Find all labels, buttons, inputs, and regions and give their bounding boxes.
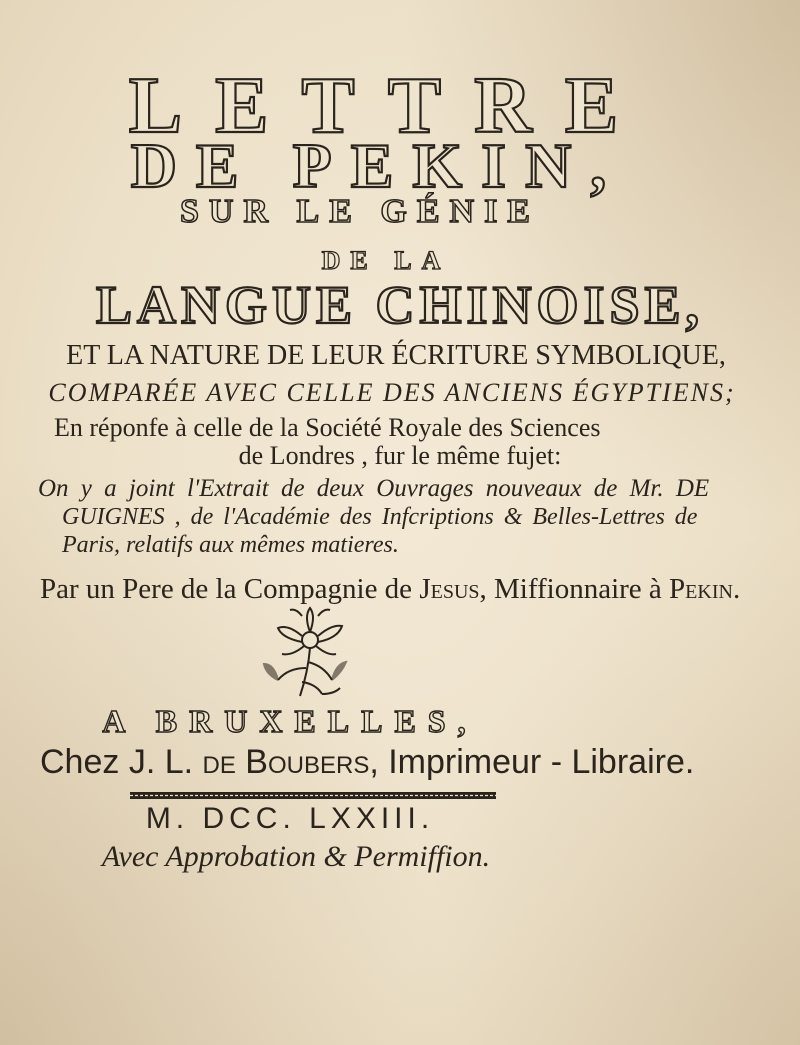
imprint-place: A BRUXELLES, (102, 703, 478, 739)
author-line (40, 575, 740, 603)
title-sur-le-genie: SUR LE GÉNIE (180, 193, 540, 230)
author-pekin: Pekin (669, 573, 733, 605)
decorative-rule (130, 792, 496, 799)
extract-line-3: Paris, relatifs aux mêmes matieres. (62, 532, 399, 558)
title-lettre: LETTRE (128, 62, 652, 150)
printer-pre: Chez J. L. (40, 743, 203, 781)
extract-line-1: On y a joint l'Extrait de deux Ouvrages nouveaux de Mr. DE (38, 475, 710, 502)
reply-line-2: de Londres , fur le même fujet: (238, 441, 562, 470)
flower-vignette-icon (252, 602, 362, 702)
title-de-pekin: DE PEKIN, (130, 130, 626, 201)
reply-line-1: En réponfe à celle de la Société Royale des Sciences (54, 413, 601, 442)
title-de-la: DE LA (321, 246, 451, 275)
printer-line (40, 743, 695, 781)
printer-de: de (202, 743, 236, 781)
author-post: , Miffionnaire à (479, 573, 670, 605)
imprint-date: M. DCC. LXXIII. (145, 802, 435, 835)
extract-line-2: GUIGNES , de l'Académie des Infcriptions & Belles-Lettres de (62, 504, 698, 530)
subtitle-comparee: COMPARÉE AVEC CELLE DES ANCIENS ÉGYPTIENS; (48, 378, 736, 407)
printer-post: , Imprimeur - Libraire. (369, 743, 695, 781)
author-end: . (732, 573, 741, 605)
approbation-line: Avec Approbation & Permiffion. (101, 840, 491, 873)
printer-name: Boubers (235, 743, 370, 781)
author-jesus: Jesus (419, 573, 480, 605)
subtitle-nature-ecriture: ET LA NATURE DE LEUR ÉCRITURE SYMBOLIQUE, (66, 340, 726, 371)
title-langue-chinoise: LANGUE CHINOISE, (95, 275, 705, 335)
author-pre: Par un Pere de la Compagnie de (40, 573, 420, 605)
